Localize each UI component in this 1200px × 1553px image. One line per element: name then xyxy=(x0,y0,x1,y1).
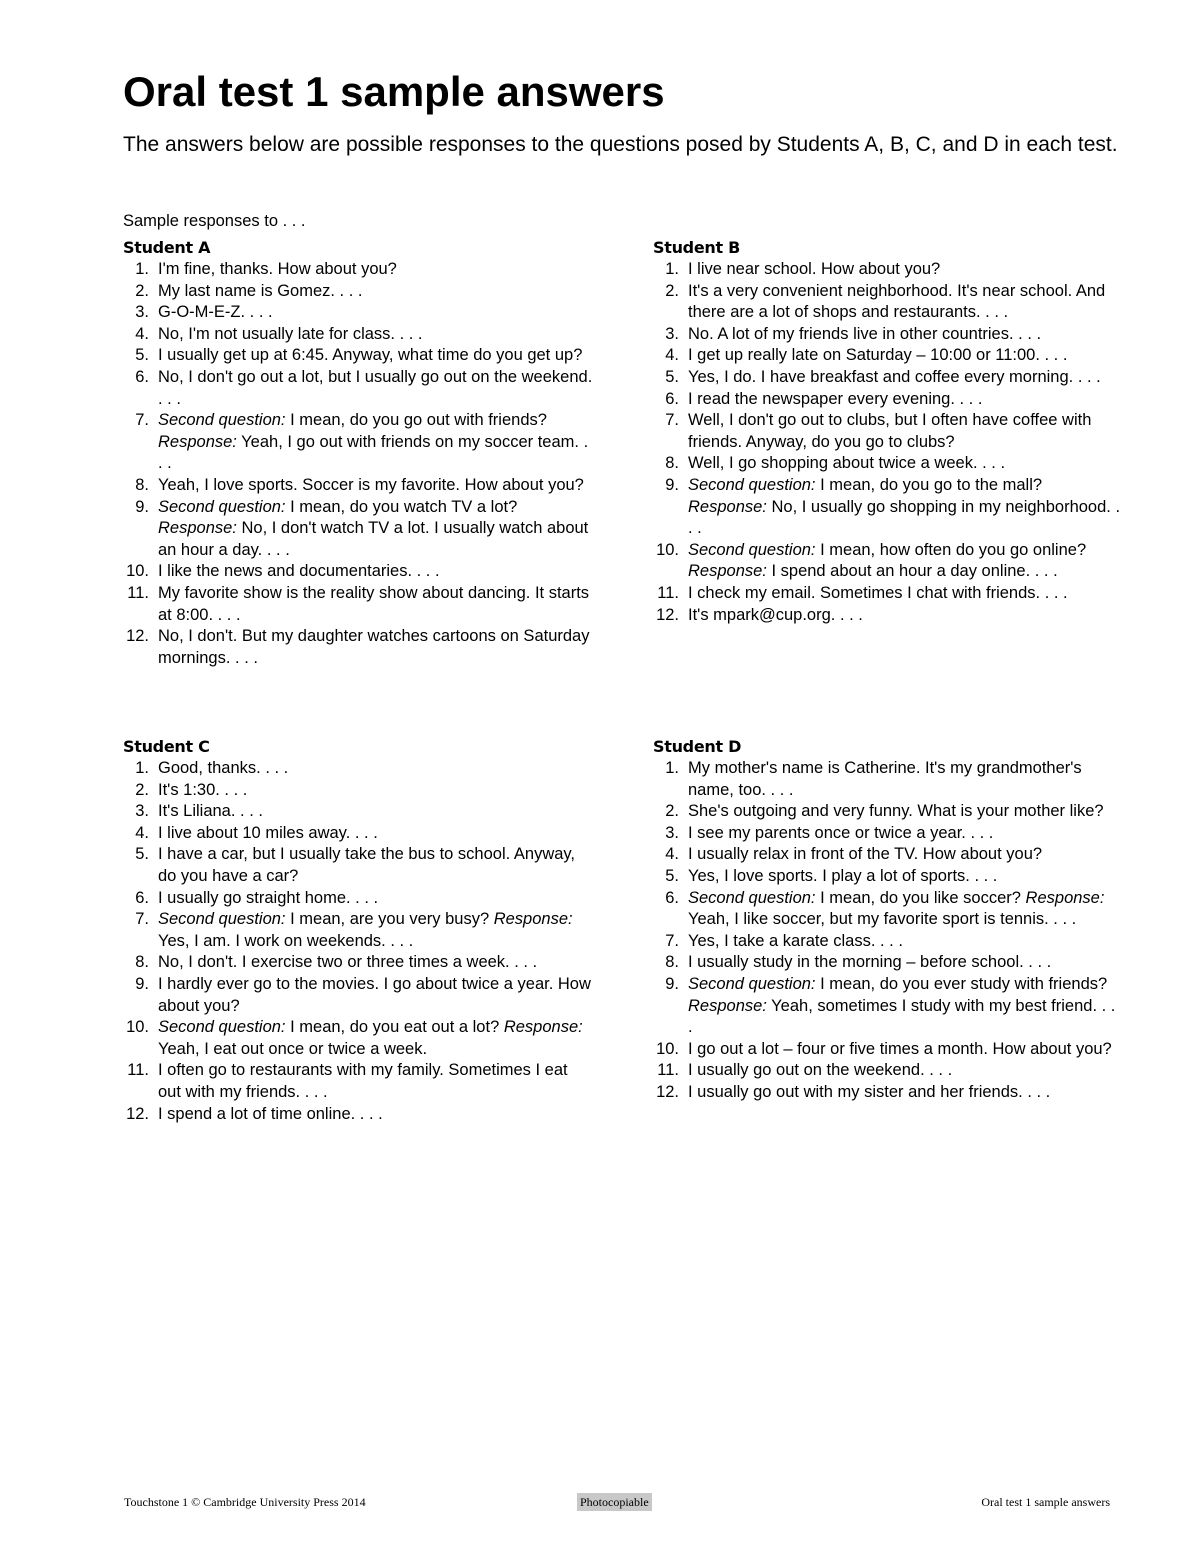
answer-text: I usually study in the morning – before school. . . . xyxy=(688,953,1052,972)
answer-item xyxy=(653,605,1123,627)
answer-number: 10. xyxy=(126,562,149,581)
answer-text: I usually get up at 6:45. Anyway, what time do you get up? xyxy=(158,346,583,365)
answer-label: Second question: xyxy=(158,910,286,929)
answer-item xyxy=(123,626,593,669)
answer-text: No, I'm not usually late for class. . . . xyxy=(158,324,423,343)
answer-number: 3. xyxy=(665,823,679,842)
answer-number: 10. xyxy=(126,1018,149,1037)
answer-text: Yeah, sometimes I study with my best friend. . . . xyxy=(688,996,1116,1037)
answer-text: I usually relax in front of the TV. How about you? xyxy=(688,845,1043,864)
page-footer xyxy=(0,1493,1200,1513)
answer-label: Response: xyxy=(688,497,767,516)
answer-text: My last name is Gomez. . . . xyxy=(158,281,363,300)
answer-item xyxy=(653,410,1123,453)
answer-number: 11. xyxy=(657,583,679,602)
answer-item xyxy=(653,367,1123,389)
answer-text: I see my parents once or twice a year. . . . xyxy=(688,823,994,842)
answer-item xyxy=(123,1060,593,1103)
student-a-heading: Student A xyxy=(123,238,211,257)
answer-number: 8. xyxy=(665,953,679,972)
answer-number: 9. xyxy=(135,497,149,516)
answer-text: I usually go straight home. . . . xyxy=(158,888,379,907)
answer-text: I like the news and documentaries. . . . xyxy=(158,562,440,581)
answer-label: Second question: xyxy=(158,497,286,516)
answer-text: I mean, do you go out with friends? xyxy=(285,411,547,430)
answer-number: 4. xyxy=(135,823,149,842)
answer-number: 5. xyxy=(665,367,679,386)
answer-item xyxy=(653,888,1123,931)
answer-number: 10. xyxy=(656,1039,679,1058)
answer-item xyxy=(123,281,593,303)
answer-label: Response: xyxy=(1025,888,1105,907)
answer-number: 8. xyxy=(135,953,149,972)
answer-item xyxy=(653,475,1123,540)
answer-label: Response: xyxy=(158,432,237,451)
answer-number: 6. xyxy=(665,888,679,907)
answer-item xyxy=(123,475,593,497)
answer-text: It's mpark@cup.org. . . . xyxy=(688,605,863,624)
answer-item xyxy=(123,345,593,367)
answer-text: Yes, I love sports. I play a lot of sports. . . . xyxy=(688,866,998,885)
answer-text: Yes, I take a karate class. . . . xyxy=(688,931,903,950)
answer-item xyxy=(123,561,593,583)
answer-text: I check my email. Sometimes I chat with friends. . . . xyxy=(688,583,1068,602)
answer-text: I get up really late on Saturday – 10:00 or 11:00. . . . xyxy=(688,346,1068,365)
answer-label: Response: xyxy=(688,562,767,581)
answer-text: I spend a lot of time online. . . . xyxy=(158,1104,383,1123)
answer-item xyxy=(653,1039,1123,1061)
answer-label: Second question: xyxy=(158,1018,286,1037)
answer-item xyxy=(123,844,593,887)
answer-label: Second question: xyxy=(688,540,816,559)
answer-text: I have a car, but I usually take the bus to school. Anyway, do you have a car? xyxy=(158,845,576,885)
answer-label: Second question: xyxy=(688,475,816,494)
answer-label: Second question: xyxy=(158,411,286,430)
answer-text: I usually go out on the weekend. . . . xyxy=(688,1061,953,1080)
footer-photocopiable-badge: Photocopiable xyxy=(577,1493,652,1511)
answer-number: 12. xyxy=(656,1082,679,1101)
answer-item xyxy=(123,1017,593,1060)
answer-item xyxy=(653,259,1123,281)
answer-number: 12. xyxy=(126,1104,149,1123)
student-a-answers xyxy=(123,259,593,669)
answer-number: 4. xyxy=(665,845,679,864)
answer-label: Response: xyxy=(688,996,767,1015)
answer-number: 9. xyxy=(665,475,679,494)
answer-item xyxy=(653,389,1123,411)
answer-text: I live about 10 miles away. . . . xyxy=(158,823,378,842)
answer-number: 8. xyxy=(665,454,679,473)
answer-number: 3. xyxy=(135,303,149,322)
answer-text: No, I don't go out a lot, but I usually go out on the weekend. . . . xyxy=(158,367,593,408)
footer-copyright: Touchstone 1 © Cambridge University Press 2014 xyxy=(124,1495,366,1509)
answer-text: I mean, do you ever study with friends? xyxy=(815,974,1108,993)
answer-item xyxy=(653,952,1123,974)
answer-number: 11. xyxy=(127,583,149,602)
answer-item xyxy=(123,801,593,823)
answer-text: G-O-M-E-Z. . . . xyxy=(158,303,273,322)
answer-text: I mean, do you go to the mall? xyxy=(815,475,1043,494)
student-b-section xyxy=(653,237,1123,626)
answer-item xyxy=(123,324,593,346)
answer-number: 10. xyxy=(656,540,679,559)
answer-text: Well, I don't go out to clubs, but I often have coffee with friends. Anyway, do you go to clubs? xyxy=(688,411,1092,451)
answer-number: 1. xyxy=(665,759,679,777)
answer-item xyxy=(123,367,593,410)
answer-text: No, I usually go shopping in my neighborhood. . . . xyxy=(688,497,1121,538)
answer-text: Yeah, I eat out once or twice a week. xyxy=(158,1039,428,1058)
answer-text: I usually go out with my sister and her friends. . . . xyxy=(688,1082,1051,1101)
answer-number: 6. xyxy=(135,888,149,907)
answer-text: I'm fine, thanks. How about you? xyxy=(158,260,397,278)
answer-item xyxy=(123,823,593,845)
answer-text: I mean, are you very busy? xyxy=(285,910,494,929)
footer-doc-title: Oral test 1 sample answers xyxy=(981,1495,1110,1509)
answer-text: No, I don't. But my daughter watches cartoons on Saturday mornings. . . . xyxy=(158,627,590,667)
answer-item xyxy=(653,931,1123,953)
answer-item xyxy=(653,866,1123,888)
answer-item xyxy=(653,324,1123,346)
answer-number: 7. xyxy=(135,411,149,430)
answer-item xyxy=(653,281,1123,324)
student-d-answers xyxy=(653,758,1123,1104)
answer-number: 1. xyxy=(135,759,149,777)
answer-text: Yes, I do. I have breakfast and coffee every morning. . . . xyxy=(688,367,1101,386)
answer-number: 5. xyxy=(135,346,149,365)
answer-number: 2. xyxy=(665,281,679,300)
answer-item xyxy=(653,974,1123,1039)
answer-text: I mean, how often do you go online? xyxy=(815,540,1087,559)
answer-text: I mean, do you watch TV a lot? xyxy=(285,497,518,516)
answer-number: 6. xyxy=(135,367,149,386)
answer-number: 9. xyxy=(665,974,679,993)
answer-item xyxy=(653,1082,1123,1104)
student-d-section xyxy=(653,736,1123,1104)
answer-label: Response: xyxy=(158,519,237,538)
answer-text: My favorite show is the reality show about dancing. It starts at 8:00. . . . xyxy=(158,583,590,624)
answer-label: Second question: xyxy=(688,974,816,993)
answer-number: 12. xyxy=(126,627,149,646)
answer-number: 12. xyxy=(656,605,679,624)
answer-item xyxy=(653,1060,1123,1082)
sample-responses-label: Sample responses to . . . xyxy=(123,212,306,230)
answer-number: 7. xyxy=(665,931,679,950)
answer-text: No. A lot of my friends live in other countries. . . . xyxy=(688,324,1042,343)
answer-text: I mean, do you eat out a lot? xyxy=(285,1018,504,1037)
student-c-section xyxy=(123,736,593,1125)
answer-number: 11. xyxy=(127,1061,149,1080)
answer-text: I read the newspaper every evening. . . . xyxy=(688,389,983,408)
answer-number: 2. xyxy=(135,780,149,799)
answer-item xyxy=(123,952,593,974)
answer-item xyxy=(653,823,1123,845)
answer-text: I live near school. How about you? xyxy=(688,260,941,278)
answer-number: 11. xyxy=(657,1061,679,1080)
answer-number: 6. xyxy=(665,389,679,408)
answer-text: Well, I go shopping about twice a week. . . . xyxy=(688,454,1006,473)
answer-text: Yeah, I like soccer, but my favorite sport is tennis. . . . xyxy=(688,910,1077,929)
answer-number: 2. xyxy=(135,281,149,300)
answer-item xyxy=(123,758,593,780)
answer-label: Second question: xyxy=(688,888,816,907)
answer-item xyxy=(123,780,593,802)
answer-text: Yes, I am. I work on weekends. . . . xyxy=(158,931,414,950)
answer-item xyxy=(123,410,593,475)
intro-paragraph: The answers below are possible responses to the questions posed by Students A, B, C, and D in each test. xyxy=(123,133,1118,156)
page-title: Oral test 1 sample answers xyxy=(123,68,665,115)
answer-item xyxy=(653,801,1123,823)
answer-number: 4. xyxy=(135,324,149,343)
answer-text: It's a very convenient neighborhood. It's near school. And there are a lot of shops and restaurants. . . . xyxy=(688,281,1106,322)
answer-text: It's Liliana. . . . xyxy=(158,802,263,821)
answer-item xyxy=(653,583,1123,605)
student-b-answers xyxy=(653,259,1123,626)
answer-item xyxy=(653,540,1123,583)
answer-number: 1. xyxy=(665,260,679,278)
answer-number: 5. xyxy=(665,866,679,885)
answer-text: I mean, do you like soccer? xyxy=(815,888,1026,907)
answer-text: It's 1:30. . . . xyxy=(158,780,248,799)
answer-number: 7. xyxy=(665,411,679,430)
answer-item xyxy=(653,453,1123,475)
answer-number: 1. xyxy=(135,260,149,278)
answer-number: 3. xyxy=(665,324,679,343)
student-a-section xyxy=(123,237,593,669)
answer-item xyxy=(653,345,1123,367)
answer-label: Response: xyxy=(493,910,573,929)
answer-number: 3. xyxy=(135,802,149,821)
answer-item xyxy=(123,583,593,626)
answer-number: 5. xyxy=(135,845,149,864)
answer-item xyxy=(123,302,593,324)
answer-number: 7. xyxy=(135,910,149,929)
answer-text: I often go to restaurants with my family. Sometimes I eat out with my friends. . . . xyxy=(158,1061,568,1101)
answer-number: 9. xyxy=(135,974,149,993)
answer-text: I go out a lot – four or five times a month. How about you? xyxy=(688,1039,1112,1058)
answer-text: No, I don't. I exercise two or three times a week. . . . xyxy=(158,953,538,972)
answer-text: No, I don't watch TV a lot. I usually watch about an hour a day. . . . xyxy=(158,519,589,559)
answer-item xyxy=(123,909,593,952)
answer-item xyxy=(123,888,593,910)
answer-text: My mother's name is Catherine. It's my grandmother's name, too. . . . xyxy=(688,759,1082,799)
student-d-heading: Student D xyxy=(653,737,742,756)
answer-item xyxy=(123,974,593,1017)
student-b-heading: Student B xyxy=(653,238,740,257)
answer-label: Response: xyxy=(503,1018,583,1037)
student-c-heading: Student C xyxy=(123,737,210,756)
answer-item xyxy=(653,844,1123,866)
answer-text: She's outgoing and very funny. What is your mother like? xyxy=(688,802,1104,821)
answer-item xyxy=(123,1104,593,1126)
answer-text: Yeah, I go out with friends on my soccer team. . . . xyxy=(158,432,589,473)
answer-number: 4. xyxy=(665,346,679,365)
answer-text: I hardly ever go to the movies. I go about twice a year. How about you? xyxy=(158,974,591,1015)
answer-item xyxy=(653,758,1123,801)
answer-number: 2. xyxy=(665,802,679,821)
answer-item xyxy=(123,259,593,281)
answer-text: I spend about an hour a day online. . . . xyxy=(766,562,1058,581)
student-c-answers xyxy=(123,758,593,1125)
answer-text: Good, thanks. . . . xyxy=(158,759,289,777)
answer-number: 8. xyxy=(135,475,149,494)
answer-text: Yeah, I love sports. Soccer is my favorite. How about you? xyxy=(158,475,584,494)
answer-item xyxy=(123,497,593,562)
